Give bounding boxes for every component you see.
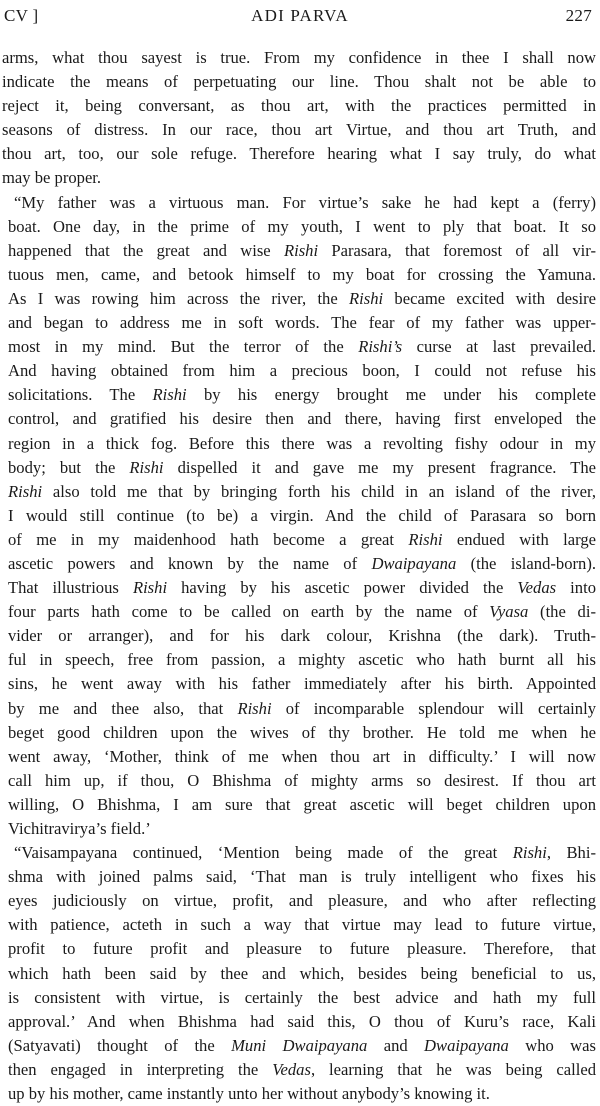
text-line: went away, ‘Mother, think of me when thou art in difficulty.’ I will now [8, 746, 596, 766]
text-line: ful in speech, free from passion, a mighty ascetic who hath burnt all his [8, 650, 596, 670]
page-body [2, 46, 596, 1106]
text-line: Rishi also told me that by bringing forth his child in an island of the river, [8, 481, 596, 501]
text-line: And having obtained from him a precious boon, I could not refuse his [8, 361, 596, 381]
text-line: sins, he went away with his father immediately after his birth. Appointed [8, 674, 596, 694]
text-line: ascetic powers and known by the name of Dwaipayana (the island-born). [8, 553, 596, 573]
book-title: ADI PARVA [251, 6, 349, 25]
text-line: reject it, being conversant, as thou art, with the practices permitted in [2, 96, 596, 116]
text-line: “Vaisampayana continued, ‘Mention being made of the great Rishi, Bhi- [14, 843, 596, 863]
text-line: by me and thee also, that Rishi of incomparable splendour will certainly [8, 698, 596, 718]
text-line: and began to address me in soft words. The fear of my father was upper- [8, 313, 596, 333]
paragraph-2 [2, 191, 596, 842]
text-line: As I was rowing him across the river, the Rishi became excited with desire [8, 288, 596, 308]
text-line: most in my mind. But the terror of the Rishi’s curse at last prevailed. [8, 337, 596, 357]
text-line: thou art, too, our sole refuge. Therefore hearing what I say truly, do what [2, 144, 596, 164]
text-line: willing, O Bhishma, I am sure that great ascetic will beget children upon [8, 794, 596, 814]
text-line: region in a thick fog. Before this there was a revolting fishy odour in my [8, 433, 596, 453]
text-line: call him up, if thou, O Bhishma of mighty arms so desirest. If thou art [8, 770, 596, 790]
text-line: of me in my maidenhood hath become a great Rishi endued with large [8, 529, 596, 549]
text-line: That illustrious Rishi having by his ascetic power divided the Vedas into [8, 578, 596, 598]
text-line: Vichitravirya’s field.’ [8, 819, 151, 838]
text-line: vider or arranger), and for his dark colour, Krishna (the dark). Truth- [8, 626, 596, 646]
text-line: approval.’ And when Bhishma had said this, O thou of Kuru’s race, Kali [8, 1011, 596, 1031]
text-line: is consistent with virtue, is certainly the best advice and hath my full [8, 987, 596, 1007]
text-line: boat. One day, in the prime of my youth, I went to ply that boat. It so [8, 216, 596, 236]
text-line: “My father was a virtuous man. For virtue’s sake he had kept a (ferry) [14, 192, 596, 212]
text-line: indicate the means of perpetuating our line. Thou shalt not be able to [2, 72, 596, 92]
text-line: with patience, acteth in such a way that virtue may lead to future virtue, [8, 915, 596, 935]
chapter-marker: CV ] [4, 6, 39, 25]
text-line: shma with joined palms said, ‘That man is truly intelligent who fixes his [8, 867, 596, 887]
text-line: beget good children upon the wives of thy brother. He told me when he [8, 722, 596, 742]
text-line: may be proper. [2, 168, 102, 188]
text-line: up by his mother, came instantly unto her without anybody’s knowing it. [8, 1084, 490, 1104]
text-line: which hath been said by thee and which, besides being beneficial to us, [8, 963, 596, 983]
text-line: then engaged in interpreting the Vedas, learning that he was being called [8, 1059, 596, 1079]
text-line: four parts hath come to be called on earth by the name of Vyasa (the di- [8, 602, 596, 622]
text-line: eyes judiciously on virtue, profit, and pleasure, and who after reflecting [8, 891, 596, 911]
text-line: seasons of distress. In our race, thou art Virtue, and thou art Truth, and [2, 120, 596, 140]
text-line: (Satyavati) thought of the Muni Dwaipayana and Dwaipayana who was [8, 1035, 596, 1055]
text-line: happened that the great and wise Rishi Parasara, that foremost of all vir- [8, 240, 596, 260]
text-line: body; but the Rishi dispelled it and gave me my present fragrance. The [8, 457, 596, 477]
text-line: solicitations. The Rishi by his energy brought me under his complete [8, 385, 596, 405]
running-header [4, 4, 596, 32]
paragraph-3 [2, 841, 596, 1106]
text-line: control, and gratified his desire then and there, having first enveloped the [8, 409, 596, 429]
page-number: 227 [565, 6, 592, 25]
text-line: profit to future profit and pleasure to future pleasure. Therefore, that [8, 939, 596, 959]
text-line: I would still continue (to be) a virgin. And the child of Parasara so born [8, 505, 596, 525]
text-line: tuous men, came, and betook himself to my boat for crossing the Yamuna. [8, 264, 596, 284]
text-line: arms, what thou sayest is true. From my confidence in thee I shall now [2, 48, 596, 67]
paragraph-1 [2, 46, 596, 191]
